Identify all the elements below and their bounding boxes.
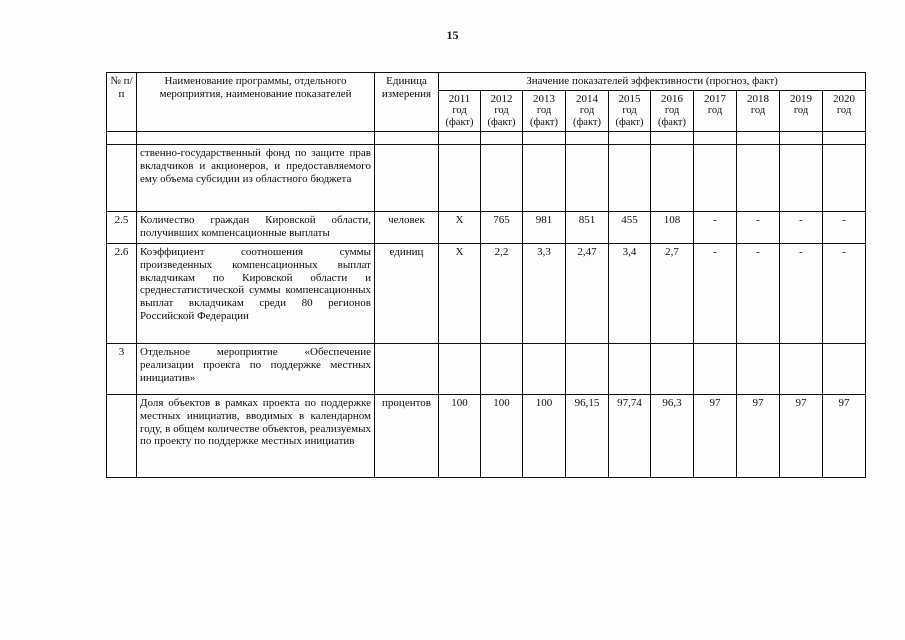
value-cell: 96,3	[651, 395, 694, 478]
row-name: Доля объектов в рамках проекта по поддержке местных инициатив, вводимых в календарном году, в общем количестве объектов, реализуемых по проекту по поддержке местных инициатив	[137, 395, 375, 478]
value-cell: 2,2	[481, 244, 523, 344]
value-cell	[823, 145, 866, 212]
value-cell: 765	[481, 212, 523, 244]
value-cell: Х	[439, 212, 481, 244]
value-cell: -	[737, 244, 780, 344]
row-unit: процентов	[375, 395, 439, 478]
header-row-1	[107, 73, 866, 91]
row-num	[107, 145, 137, 212]
year-2015-header: 2015 год (факт)	[609, 90, 651, 132]
value-cell	[823, 344, 866, 395]
year-2013-header: 2013 год (факт)	[523, 90, 566, 132]
value-cell: 3,4	[609, 244, 651, 344]
table-row	[107, 395, 866, 478]
value-cell: 96,15	[566, 395, 609, 478]
row-name: Коэффициент соотношения суммы произведенных компенсационных выплат вкладчикам по Кировской области и среднестатистической суммы компенсационных выплат вкладчикам среди 80 регионов Российской Федерации	[137, 244, 375, 344]
value-cell: -	[694, 212, 737, 244]
value-cell	[737, 145, 780, 212]
value-cell	[694, 344, 737, 395]
year-2020-header: 2020 год	[823, 90, 866, 132]
value-cell	[609, 344, 651, 395]
value-cell: 2,7	[651, 244, 694, 344]
value-cell	[780, 344, 823, 395]
header-name: Наименование программы, отдельного мероприятия, наименование показателей	[137, 73, 375, 132]
value-cell: 97	[694, 395, 737, 478]
year-2018-header: 2018 год	[737, 90, 780, 132]
value-cell	[439, 145, 481, 212]
indicators-table	[106, 72, 866, 478]
value-cell: 981	[523, 212, 566, 244]
row-unit: человек	[375, 212, 439, 244]
row-unit: единиц	[375, 244, 439, 344]
row-num	[107, 395, 137, 478]
value-cell	[566, 344, 609, 395]
value-cell: -	[823, 244, 866, 344]
header-spacer-row	[107, 132, 866, 145]
value-cell: -	[737, 212, 780, 244]
value-cell: 108	[651, 212, 694, 244]
year-2016-header: 2016 год (факт)	[651, 90, 694, 132]
value-cell: 100	[481, 395, 523, 478]
value-cell	[439, 344, 481, 395]
row-num: 2.5	[107, 212, 137, 244]
value-cell: Х	[439, 244, 481, 344]
table-row	[107, 212, 866, 244]
value-cell: 97	[823, 395, 866, 478]
value-cell	[481, 344, 523, 395]
row-unit	[375, 344, 439, 395]
value-cell: 97	[737, 395, 780, 478]
value-cell	[651, 145, 694, 212]
row-name: Отдельное мероприятие «Обеспечение реализации проекта по поддержке местных инициатив»	[137, 344, 375, 395]
value-cell: 3,3	[523, 244, 566, 344]
value-cell: 2,47	[566, 244, 609, 344]
value-cell: 97,74	[609, 395, 651, 478]
row-name: ственно-государственный фонд по защите прав вкладчиков и акционеров, и предоставляемого ему объема субсидии из областного бюджета	[137, 145, 375, 212]
row-unit	[375, 145, 439, 212]
value-cell: 100	[523, 395, 566, 478]
year-2011-header: 2011 год (факт)	[439, 90, 481, 132]
value-cell	[609, 145, 651, 212]
value-cell: 100	[439, 395, 481, 478]
value-cell	[694, 145, 737, 212]
header-unit: Единица измерения	[375, 73, 439, 132]
row-num: 3	[107, 344, 137, 395]
table-row	[107, 244, 866, 344]
value-cell	[737, 344, 780, 395]
page-number: 15	[446, 28, 459, 42]
header-num: № п/п	[107, 73, 137, 132]
year-2014-header: 2014 год (факт)	[566, 90, 609, 132]
year-2017-header: 2017 год	[694, 90, 737, 132]
value-cell	[481, 145, 523, 212]
value-cell	[566, 145, 609, 212]
value-cell	[651, 344, 694, 395]
value-cell: 851	[566, 212, 609, 244]
table-row	[107, 344, 866, 395]
value-cell: -	[823, 212, 866, 244]
value-cell: -	[780, 212, 823, 244]
value-cell: 97	[780, 395, 823, 478]
year-2012-header: 2012 год (факт)	[481, 90, 523, 132]
value-cell	[523, 344, 566, 395]
value-cell: -	[694, 244, 737, 344]
table-row	[107, 145, 866, 212]
year-2019-header: 2019 год	[780, 90, 823, 132]
header-values: Значение показателей эффективности (прогноз, факт)	[439, 73, 866, 91]
value-cell: 455	[609, 212, 651, 244]
value-cell	[780, 145, 823, 212]
value-cell: -	[780, 244, 823, 344]
row-name: Количество граждан Кировской области, получивших компенсационные выплаты	[137, 212, 375, 244]
value-cell	[523, 145, 566, 212]
row-num: 2.6	[107, 244, 137, 344]
